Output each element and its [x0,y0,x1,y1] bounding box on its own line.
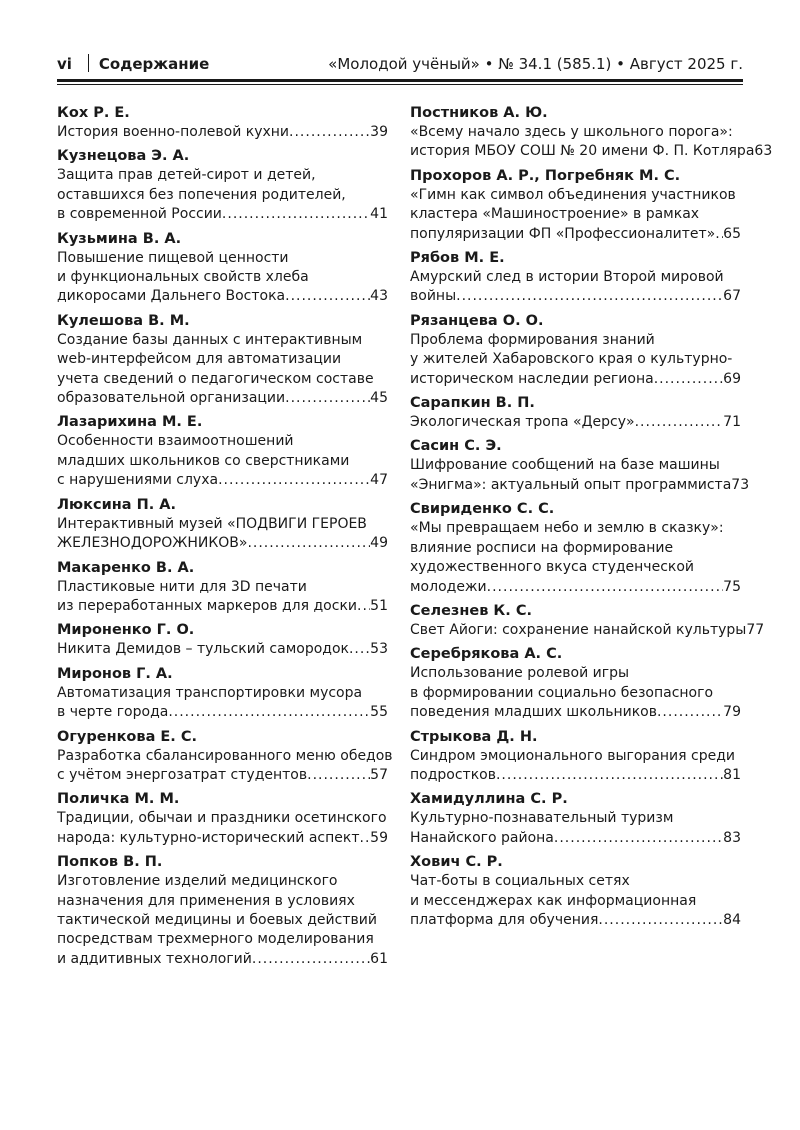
entry-page-number: 47 [370,472,388,489]
entry-title-line: «Гимн как символ объединения участников [410,186,736,203]
entry-author: Прохоров А. Р., Погребняк М. С. [410,167,681,184]
toc-column-right [410,103,773,934]
entry-page-number: 79 [723,704,741,721]
entry-title-line: войны [410,288,457,305]
leader-dots [635,413,724,432]
header-separator [88,54,89,72]
entry-title-final-line [57,205,388,224]
entry-title-line: «Энигма»: актуальный опыт программиста [410,476,732,493]
entry-title-line: в черте города [57,704,169,721]
entry-title-line: Повышение пищевой ценности [57,249,289,266]
leader-dots [168,703,370,722]
toc-entry[interactable] [410,852,741,930]
entry-title-final-line [410,911,741,930]
toc-entry[interactable] [410,103,773,162]
leader-dots [285,287,370,306]
entry-page-number: 83 [723,829,741,846]
entry-title-final-line [410,287,741,306]
entry-title-line: web-интерфейсом для автоматизации [57,351,342,368]
entry-title-line: с нарушениями слуха [57,472,219,489]
leader-dots [554,829,723,848]
entry-title-final-line [410,703,741,722]
leader-dots [598,911,723,930]
leader-dots [487,578,724,597]
entry-author: Стрыкова Д. Н. [410,728,538,745]
entry-page-number: 55 [370,704,388,721]
entry-title-line: дикоросами Дальнего Востока [57,288,286,305]
toc-entry[interactable] [410,499,741,597]
entry-page-number: 73 [731,476,750,493]
toc-entry[interactable] [57,311,388,409]
entry-title-line: влияние росписи на формирование [410,539,674,556]
leader-dots [360,829,371,848]
leader-dots [657,703,723,722]
header-rule-thin [57,84,743,85]
entry-author: Сасин С. Э. [410,438,502,455]
entry-title-line: в современной России [57,206,222,223]
toc-entry[interactable] [57,229,388,307]
entry-title-line: Экологическая тропа «Дерсу» [410,414,635,431]
entry-title-line: молодежи [410,578,487,595]
entry-title-line: Использование ролевой игры [410,665,630,682]
entry-author: Свириденко С. С. [410,501,555,518]
entry-title-line: в формировании социально безопасного [410,684,714,701]
entry-title-line: художественного вкуса студенческой [410,559,695,576]
toc-entry[interactable] [57,727,393,786]
entry-title-line: Синдром эмоционального выгорания среди [410,747,735,764]
journal-info: «Молодой учёный» • № 34.1 (585.1) • Август 2025 г. [328,55,743,73]
entry-title-final-line [57,534,388,553]
entry-page-number: 49 [370,535,388,552]
entry-title-final-line [57,287,388,306]
entry-author: Мироненко Г. О. [57,622,195,639]
entry-title-final-line [410,413,741,432]
toc-entry[interactable] [57,103,388,142]
toc-entry[interactable] [410,644,741,722]
entry-title-line: народа: культурно-исторический аспект [57,829,360,846]
header-left [57,52,209,76]
entry-title-line: подростков [410,766,496,783]
page-header [57,52,743,76]
leader-dots [496,766,723,785]
entry-page-number: 63 [754,143,773,160]
entry-title-line: Амурский след в истории Второй мировой [410,269,724,286]
page-number: vi [57,55,72,73]
toc-entry[interactable] [57,664,388,723]
toc-entry[interactable] [410,436,750,495]
entry-title-final-line [410,578,741,597]
entry-author: Селезнев К. С. [410,602,532,619]
leader-dots [456,287,723,306]
leader-dots [654,370,723,389]
entry-title-line: «Всему начало здесь у школьного порога»: [410,124,733,140]
entry-author: Хамидуллина С. Р. [410,791,568,808]
entry-author: Серебрякова А. С. [410,646,563,663]
toc-entry[interactable] [410,166,741,244]
entry-author: Поличка М. М. [57,791,180,808]
entry-title-line: История военно-полевой кухни [57,124,290,140]
entry-author: Огуренкова Е. С. [57,728,198,745]
entry-author: Миронов Г. А. [57,665,173,682]
toc-entry[interactable] [410,601,765,640]
entry-title-line: историческом наследии региона [410,370,654,387]
entry-page-number: 39 [370,124,388,140]
entry-page-number: 69 [723,370,741,387]
section-title: Содержание [98,55,210,73]
toc-entry[interactable] [57,146,388,224]
entry-page-number: 75 [723,578,741,595]
entry-title-line: образовательной организации [57,390,286,407]
leader-dots [307,766,370,785]
entry-title-line: и функциональных свойств хлеба [57,269,309,286]
entry-title-line: младших школьников со сверстниками [57,452,350,469]
toc-entry[interactable] [57,620,388,659]
entry-title-final-line [410,621,765,640]
entry-title-line: Создание базы данных с интерактивным [57,331,363,348]
entry-title-final-line [57,123,388,142]
entry-page-number: 57 [370,766,388,783]
entry-title-line: оставшихся без попечения родителей, [57,186,346,203]
leader-dots [252,950,370,969]
toc-column-left [57,103,393,973]
entry-title-final-line [410,476,750,495]
leader-dots [715,225,723,244]
entry-title-line: тактической медицины и боевых действий [57,911,377,928]
entry-author: Рязанцева О. О. [410,312,544,329]
leader-dots [285,389,370,408]
entry-title-final-line [57,640,388,659]
entry-title-final-line [57,829,388,848]
leader-dots [357,597,370,616]
entry-title-line: и мессенджерах как информационная [410,892,697,909]
entry-page-number: 53 [370,641,388,658]
entry-page-number: 71 [723,414,741,431]
entry-title-final-line [410,225,741,244]
entry-author: Рябов М. Е. [410,250,505,267]
entry-page-number: 77 [746,621,765,638]
entry-title-line: Изготовление изделий медицинского [57,873,338,890]
toc-entry[interactable] [57,558,388,617]
entry-author: Кузнецова Э. А. [57,148,190,165]
entry-title-line: у жителей Хабаровского края о культурно- [410,351,733,368]
entry-title-line: Разработка сбалансированного меню обедов [57,747,393,764]
entry-title-final-line [410,370,741,389]
entry-page-number: 59 [370,829,388,846]
toc-entry[interactable] [410,393,741,432]
entry-page-number: 61 [370,950,388,967]
leader-dots [349,640,370,659]
entry-title-line: Традиции, обычаи и праздники осетинского [57,810,387,827]
entry-title-final-line [410,829,741,848]
leader-dots [247,534,370,553]
entry-title-final-line [57,471,388,490]
entry-page-number: 51 [370,597,388,614]
entry-title-final-line [57,703,388,722]
toc-entry[interactable] [57,495,388,554]
entry-title-final-line [410,142,773,161]
toc-entry[interactable] [57,852,388,969]
entry-author: Кох Р. Е. [57,105,130,121]
entry-title-line: кластера «Машиностроение» в рамках [410,206,700,223]
entry-title-final-line [410,766,741,785]
entry-author: Хович С. Р. [410,854,503,871]
entry-title-line: история МБОУ СОШ № 20 имени Ф. П. Котляра [410,143,755,160]
entry-title-line: ЖЕЛЕЗНОДОРОЖНИКОВ» [57,535,248,552]
entry-page-number: 84 [723,911,741,928]
entry-title-line: Проблема формирования знаний [410,331,655,348]
entry-author: Постников А. Ю. [410,105,548,121]
entry-author: Попков В. П. [57,854,163,871]
entry-title-line: Нанайского района [410,829,554,846]
entry-title-line: посредствам трехмерного моделирования [57,931,374,948]
entry-author: Лазарихина М. Е. [57,414,203,431]
entry-page-number: 41 [370,206,388,223]
entry-title-line: платформа для обучения [410,911,599,928]
entry-title-line: Пластиковые нити для 3D печати [57,578,307,595]
entry-title-line: «Мы превращаем небо и землю в сказку»: [410,520,724,537]
entry-title-final-line [57,950,388,969]
entry-title-line: учета сведений о педагогическом составе [57,370,374,387]
entry-title-line: Автоматизация транспортировки мусора [57,684,363,701]
entry-title-line: из переработанных маркеров для доски [57,597,358,614]
entry-title-line: и аддитивных технологий [57,950,252,967]
entry-title-final-line [57,597,388,616]
toc-entry[interactable] [410,727,741,786]
header-rule-thick [57,79,743,82]
entry-title-line: Интерактивный музей «ПОДВИГИ ГЕРОЕВ [57,515,367,532]
entry-title-line: Особенности взаимоотношений [57,433,294,450]
toc-entry[interactable] [410,248,741,307]
entry-page-number: 45 [370,390,388,407]
leader-dots [289,123,370,142]
entry-page-number: 43 [370,288,388,305]
entry-title-final-line [57,389,388,408]
entry-title-line: поведения младших школьников [410,704,657,721]
entry-page-number: 81 [723,766,741,783]
entry-title-line: Чат-боты в социальных сетях [410,873,630,890]
entry-title-line: Защита прав детей-сирот и детей, [57,167,316,184]
entry-author: Кулешова В. М. [57,312,190,329]
entry-title-line: Свет Айоги: сохранение нанайской культуры [410,621,747,638]
entry-page-number: 67 [723,288,741,305]
toc-entry[interactable] [57,412,388,490]
leader-dots [222,205,370,224]
entry-title-line: Никита Демидов – тульский самородок [57,641,349,658]
entry-page-number: 65 [723,225,741,242]
entry-title-final-line [57,766,388,785]
leader-dots [218,471,370,490]
entry-title-line: Шифрование сообщений на базе машины [410,457,720,474]
entry-title-line: с учётом энергозатрат студентов [57,766,308,783]
entry-author: Макаренко В. А. [57,559,195,576]
entry-title-line: популяризации ФП «Профессионалитет» [410,225,716,242]
entry-title-line: назначения для применения в условиях [57,892,355,909]
toc-entry[interactable] [410,311,741,389]
entry-author: Сарапкин В. П. [410,395,535,412]
entry-author: Кузьмина В. А. [57,230,182,247]
entry-author: Люксина П. А. [57,496,177,513]
toc-entry[interactable] [57,789,388,848]
toc-entry[interactable] [410,789,741,848]
entry-title-line: Культурно-познавательный туризм [410,810,674,827]
